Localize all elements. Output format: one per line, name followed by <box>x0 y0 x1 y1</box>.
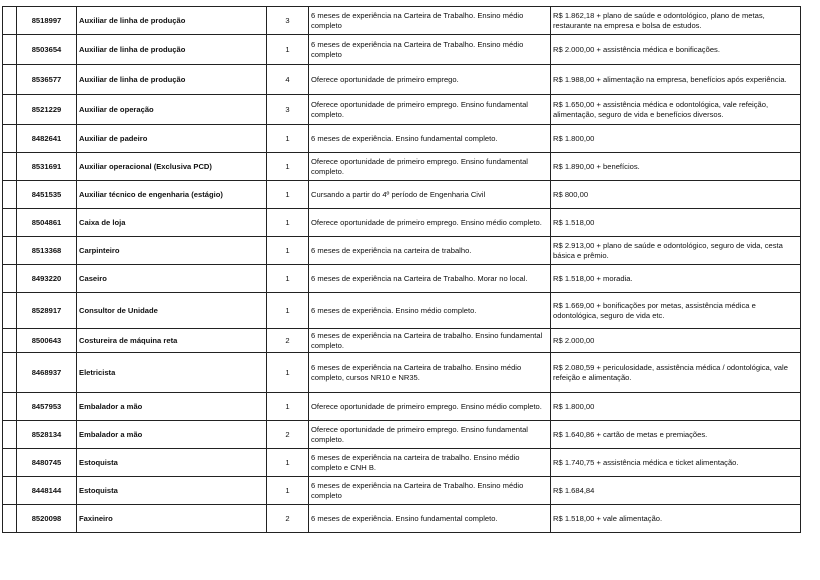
row-margin-cell <box>3 65 17 95</box>
job-code: 8451535 <box>17 181 77 209</box>
job-title: Auxiliar de operação <box>77 95 267 125</box>
job-row <box>3 393 801 421</box>
job-row <box>3 237 801 265</box>
job-code: 8448144 <box>17 477 77 505</box>
vacancy-count: 2 <box>267 505 309 533</box>
job-row <box>3 153 801 181</box>
job-title: Carpinteiro <box>77 237 267 265</box>
vacancy-count: 1 <box>267 153 309 181</box>
vacancy-count: 1 <box>267 237 309 265</box>
job-row <box>3 181 801 209</box>
job-requirements: 6 meses de experiência. Ensino fundamental completo. <box>309 505 551 533</box>
job-salary-benefits: R$ 1.518,00 + moradia. <box>551 265 801 293</box>
job-row <box>3 65 801 95</box>
vacancy-count: 1 <box>267 477 309 505</box>
job-title: Auxiliar de linha de produção <box>77 35 267 65</box>
row-margin-cell <box>3 421 17 449</box>
job-salary-benefits: R$ 2.000,00 + assistência médica e bonificações. <box>551 35 801 65</box>
row-margin-cell <box>3 153 17 181</box>
job-requirements: 6 meses de experiência na Carteira de Trabalho. Ensino médio completo <box>309 7 551 35</box>
job-salary-benefits: R$ 1.800,00 <box>551 393 801 421</box>
job-row <box>3 293 801 329</box>
row-margin-cell <box>3 95 17 125</box>
job-row <box>3 329 801 353</box>
job-requirements: 6 meses de experiência na Carteira de Trabalho. Ensino médio completo <box>309 35 551 65</box>
row-margin-cell <box>3 209 17 237</box>
job-requirements: 6 meses de experiência na Carteira de Trabalho. Ensino médio completo <box>309 477 551 505</box>
job-code: 8513368 <box>17 237 77 265</box>
job-requirements: 6 meses de experiência. Ensino médio completo. <box>309 293 551 329</box>
vacancy-count: 2 <box>267 421 309 449</box>
job-salary-benefits: R$ 2.080,59 + periculosidade, assistência médica / odontológica, vale refeição e alimentação. <box>551 353 801 393</box>
job-title: Auxiliar de padeiro <box>77 125 267 153</box>
job-salary-benefits: R$ 1.740,75 + assistência médica e ticket alimentação. <box>551 449 801 477</box>
job-salary-benefits: R$ 2.000,00 <box>551 329 801 353</box>
job-salary-benefits: R$ 1.800,00 <box>551 125 801 153</box>
job-code: 8531691 <box>17 153 77 181</box>
row-margin-cell <box>3 393 17 421</box>
vacancy-count: 1 <box>267 35 309 65</box>
job-requirements: Cursando a partir do 4º período de Engenharia Civil <box>309 181 551 209</box>
vacancy-count: 1 <box>267 125 309 153</box>
vacancy-count: 1 <box>267 449 309 477</box>
job-salary-benefits: R$ 1.988,00 + alimentação na empresa, benefícios após experiência. <box>551 65 801 95</box>
vacancy-count: 3 <box>267 7 309 35</box>
job-requirements: 6 meses de experiência na Carteira de trabalho. Ensino fundamental completo. <box>309 329 551 353</box>
job-title: Caseiro <box>77 265 267 293</box>
job-salary-benefits: R$ 1.640,86 + cartão de metas e premiações. <box>551 421 801 449</box>
job-code: 8503654 <box>17 35 77 65</box>
row-margin-cell <box>3 265 17 293</box>
row-margin-cell <box>3 125 17 153</box>
job-title: Estoquista <box>77 477 267 505</box>
job-title: Caixa de loja <box>77 209 267 237</box>
job-code: 8528134 <box>17 421 77 449</box>
job-code: 8536577 <box>17 65 77 95</box>
job-code: 8482641 <box>17 125 77 153</box>
job-row <box>3 449 801 477</box>
vacancy-count: 1 <box>267 265 309 293</box>
job-salary-benefits: R$ 1.650,00 + assistência médica e odontológica, vale refeição, alimentação, seguro de vida e benefícios diversos. <box>551 95 801 125</box>
row-margin-cell <box>3 353 17 393</box>
job-code: 8468937 <box>17 353 77 393</box>
job-code: 8528917 <box>17 293 77 329</box>
job-row <box>3 125 801 153</box>
job-row <box>3 209 801 237</box>
job-title: Embalador a mão <box>77 421 267 449</box>
job-salary-benefits: R$ 1.518,00 <box>551 209 801 237</box>
job-salary-benefits: R$ 1.862,18 + plano de saúde e odontológico, plano de metas, restaurante na empresa e bolsa de estudos. <box>551 7 801 35</box>
vacancy-count: 1 <box>267 353 309 393</box>
job-title: Auxiliar técnico de engenharia (estágio) <box>77 181 267 209</box>
job-code: 8493220 <box>17 265 77 293</box>
job-title: Costureira de máquina reta <box>77 329 267 353</box>
row-margin-cell <box>3 237 17 265</box>
row-margin-cell <box>3 505 17 533</box>
job-salary-benefits: R$ 1.518,00 + vale alimentação. <box>551 505 801 533</box>
job-code: 8500643 <box>17 329 77 353</box>
job-title: Auxiliar de linha de produção <box>77 65 267 95</box>
row-margin-cell <box>3 329 17 353</box>
job-requirements: Oferece oportunidade de primeiro emprego. <box>309 65 551 95</box>
job-requirements: Oferece oportunidade de primeiro emprego. Ensino médio completo. <box>309 393 551 421</box>
job-requirements: Oferece oportunidade de primeiro emprego. Ensino fundamental completo. <box>309 421 551 449</box>
job-requirements: Oferece oportunidade de primeiro emprego. Ensino fundamental completo. <box>309 95 551 125</box>
job-requirements: 6 meses de experiência na carteira de trabalho. <box>309 237 551 265</box>
job-requirements: 6 meses de experiência na carteira de trabalho. Ensino médio completo e CNH B. <box>309 449 551 477</box>
job-title: Embalador a mão <box>77 393 267 421</box>
job-row <box>3 477 801 505</box>
job-row <box>3 7 801 35</box>
job-code: 8518997 <box>17 7 77 35</box>
row-margin-cell <box>3 293 17 329</box>
job-salary-benefits: R$ 1.669,00 + bonificações por metas, assistência médica e odontológica, seguro de vida etc. <box>551 293 801 329</box>
job-title: Consultor de Unidade <box>77 293 267 329</box>
job-code: 8504861 <box>17 209 77 237</box>
job-salary-benefits: R$ 1.684,84 <box>551 477 801 505</box>
row-margin-cell <box>3 35 17 65</box>
job-row <box>3 265 801 293</box>
job-requirements: Oferece oportunidade de primeiro emprego. Ensino fundamental completo. <box>309 153 551 181</box>
job-code: 8521229 <box>17 95 77 125</box>
job-requirements: Oferece oportunidade de primeiro emprego. Ensino médio completo. <box>309 209 551 237</box>
job-row <box>3 505 801 533</box>
job-title: Auxiliar operacional (Exclusiva PCD) <box>77 153 267 181</box>
vacancy-count: 1 <box>267 393 309 421</box>
job-vacancies-table <box>2 6 801 533</box>
vacancy-count: 1 <box>267 293 309 329</box>
vacancy-count: 3 <box>267 95 309 125</box>
row-margin-cell <box>3 449 17 477</box>
job-salary-benefits: R$ 1.890,00 + benefícios. <box>551 153 801 181</box>
job-row <box>3 95 801 125</box>
vacancy-count: 1 <box>267 181 309 209</box>
vacancy-count: 1 <box>267 209 309 237</box>
job-title: Faxineiro <box>77 505 267 533</box>
job-salary-benefits: R$ 2.913,00 + plano de saúde e odontológico, seguro de vida, cesta básica e prêmio. <box>551 237 801 265</box>
job-title: Estoquista <box>77 449 267 477</box>
row-margin-cell <box>3 181 17 209</box>
job-row <box>3 35 801 65</box>
job-code: 8480745 <box>17 449 77 477</box>
job-vacancies-body <box>3 7 801 533</box>
job-title: Eletricista <box>77 353 267 393</box>
job-code: 8520098 <box>17 505 77 533</box>
job-row <box>3 353 801 393</box>
row-margin-cell <box>3 7 17 35</box>
row-margin-cell <box>3 477 17 505</box>
job-requirements: 6 meses de experiência na Carteira de Trabalho. Morar no local. <box>309 265 551 293</box>
job-salary-benefits: R$ 800,00 <box>551 181 801 209</box>
job-requirements: 6 meses de experiência. Ensino fundamental completo. <box>309 125 551 153</box>
job-requirements: 6 meses de experiência na Carteira de trabalho. Ensino médio completo, cursos NR10 e NR35. <box>309 353 551 393</box>
vacancy-count: 2 <box>267 329 309 353</box>
job-title: Auxiliar de linha de produção <box>77 7 267 35</box>
job-code: 8457953 <box>17 393 77 421</box>
vacancy-count: 4 <box>267 65 309 95</box>
job-row <box>3 421 801 449</box>
